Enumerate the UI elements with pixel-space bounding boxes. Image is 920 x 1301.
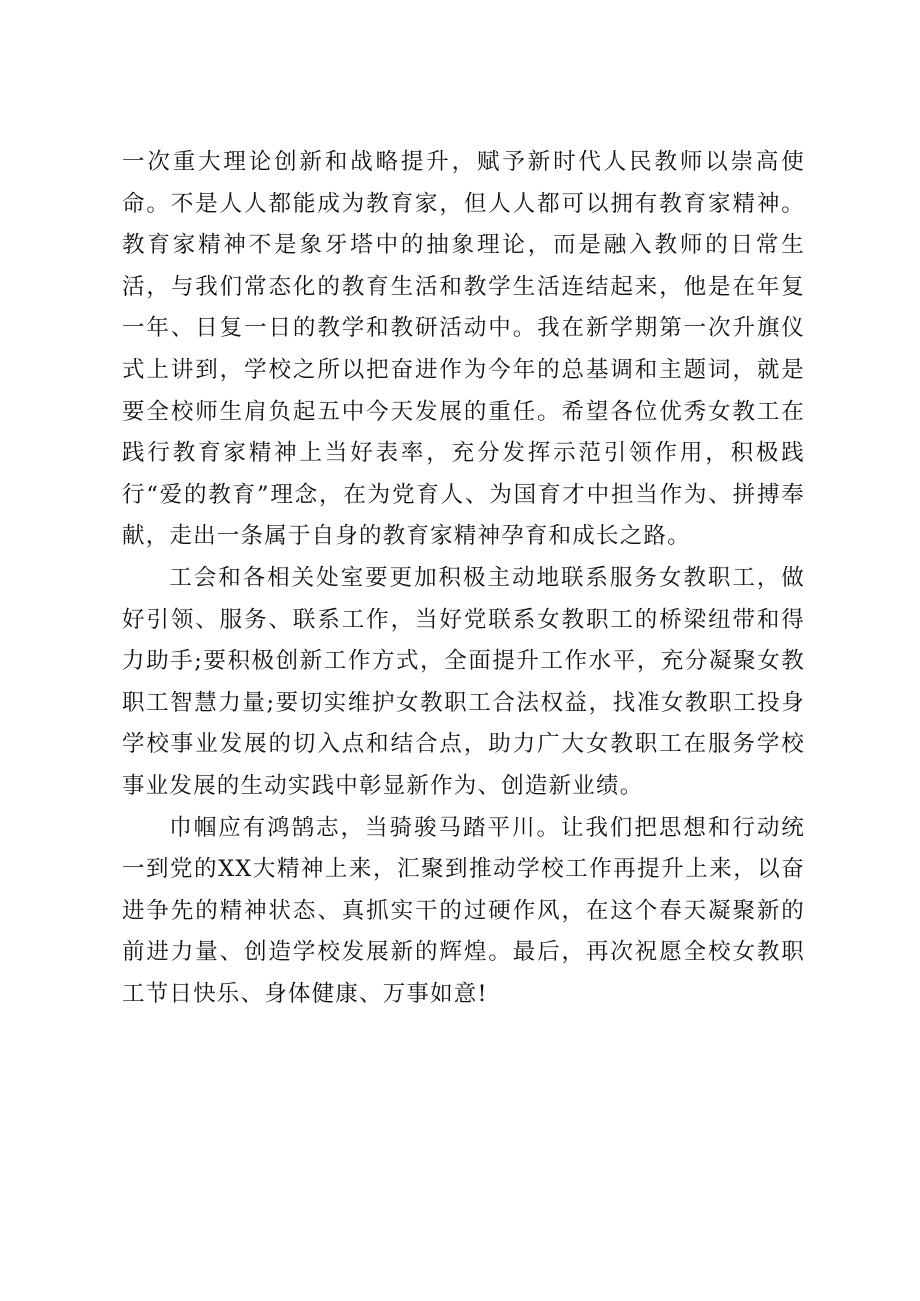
paragraph-1: 一次重大理论创新和战略提升，赋予新时代人民教师以崇高使命。不是人人都能成为教育家，但人人都可以拥有教育家精神。教育家精神不是象牙塔中的抽象理论，而是融入教师的日常生活，与我们常态化的教育生活和教学生活连结起来，他是在年复一年、日复一日的教学和教研活动中。我在新学期第一次升旗仪式上讲到，学校之所以把奋进作为今年的总基调和主题词，就是要全校师生肩负起五中今天发展的重任。希望各位优秀女教工在践行教育家精神上当好表率，充分发挥示范引领作用，积极践行“爱的教育”理念，在为党育人、为国育才中担当作为、拼搏奉献，走出一条属于自身的教育家精神孕育和成长之路。 (122, 149, 805, 550)
paragraph-3: 巾帼应有鸿鹄志，当骑骏马踏平川。让我们把思想和行动统一到党的XX大精神上来，汇聚到推动学校工作再提升上来，以奋进争先的精神状态、真抓实干的过硬作风，在这个春天凝聚新的前进力量、创造学校发展新的辉煌。最后，再次祝愿全校女教职工节日快乐、身体健康、万事如意! (122, 814, 805, 1007)
document-body (122, 142, 805, 1015)
paragraph-2: 工会和各相关处室要更加积极主动地联系服务女教职工，做好引领、服务、联系工作，当好党联系女教职工的桥梁纽带和得力助手;要积极创新工作方式，全面提升工作水平，充分凝聚女教职工智慧力量;要切实维护女教职工合法权益，找准女教职工投身学校事业发展的切入点和结合点，助力广大女教职工在服务学校事业发展的生动实践中彰显新作为、创造新业绩。 (122, 564, 805, 799)
